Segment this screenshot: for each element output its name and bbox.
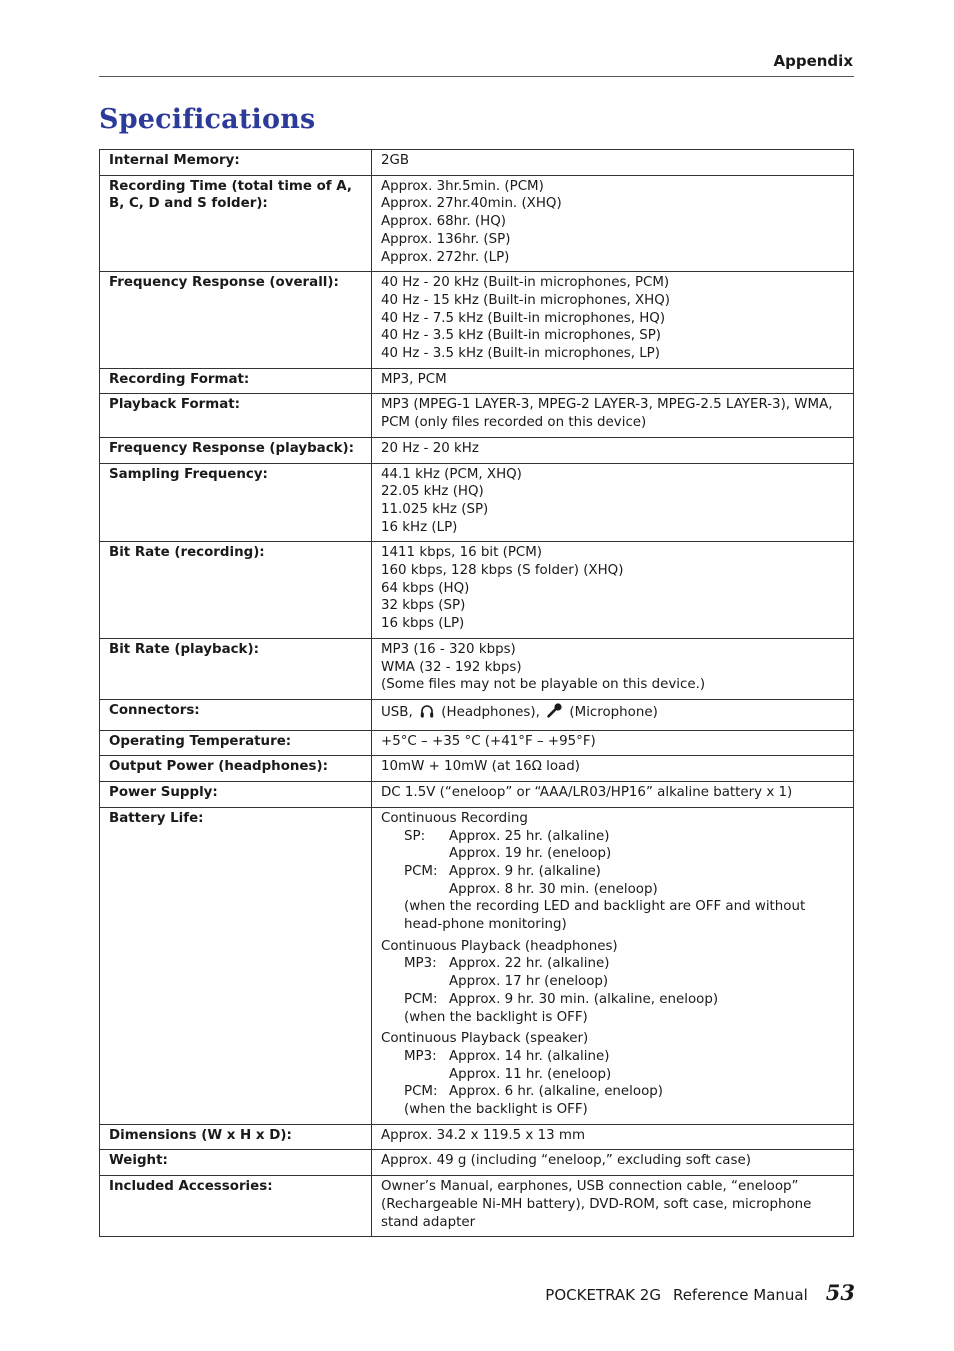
spec-value-line: 64 kbps (HQ) [381, 580, 470, 596]
spec-row [100, 542, 854, 639]
spec-value-line: +5°C – +35 °C (+41°F – +95°F) [381, 733, 596, 749]
spec-value-line: Approx. 27hr.40min. (XHQ) [381, 196, 562, 212]
battery-note: (when the recording LED and backlight are OFF and without head-phone monitoring) [404, 899, 806, 933]
spec-value [372, 1150, 854, 1176]
battery-duration: Approx. 14 hr. (alkaline) [449, 1048, 610, 1064]
spec-value-line: PCM (only files recorded on this device) [381, 415, 647, 431]
battery-mode-row [381, 845, 845, 863]
spec-row-connectors [100, 699, 854, 730]
spec-label: Connectors: [100, 699, 372, 730]
spec-value [372, 272, 854, 369]
spec-label: Bit Rate (recording): [100, 542, 372, 639]
page-title: Specifications [99, 104, 316, 135]
spec-label: Sampling Frequency: [100, 463, 372, 542]
spec-label: Frequency Response (playback): [100, 437, 372, 463]
spec-label: Included Accessories: [100, 1176, 372, 1237]
page-number: 53 [825, 1280, 855, 1305]
battery-mode [404, 881, 449, 899]
spec-label: Frequency Response (overall): [100, 272, 372, 369]
battery-mode: SP: [404, 828, 426, 844]
spec-value-text: Owner’s Manual, earphones, USB connection cable, “eneloop” (Rechargeable Ni-MH battery), DVD-ROM, soft case, microphone stand adapter [381, 1179, 812, 1230]
footer-product: POCKETRAK 2G [545, 1286, 661, 1304]
spec-label: Power Supply: [100, 782, 372, 808]
spec-value-line: 40 Hz - 20 kHz (Built-in microphones, PCM) [381, 275, 670, 291]
spec-row [100, 272, 854, 369]
battery-mode-row [381, 828, 845, 846]
battery-mode-row [381, 1048, 845, 1066]
spec-value [372, 368, 854, 394]
spec-row [100, 175, 854, 272]
spec-value [372, 150, 854, 176]
spec-value-line: 32 kbps (SP) [381, 598, 466, 614]
battery-mode-row [381, 991, 845, 1009]
microphone-icon [546, 702, 563, 725]
spec-row [100, 638, 854, 699]
spec-value-line: DC 1.5V (“eneloop” or “AAA/LR03/HP16” alkaline battery x 1) [381, 785, 793, 801]
page-footer [545, 1280, 855, 1305]
connector-headphones: (Headphones), [441, 704, 540, 720]
spec-row [100, 1176, 854, 1237]
battery-group-title: Continuous Recording [381, 810, 528, 826]
spec-value-line: 40 Hz - 15 kHz (Built-in microphones, XHQ) [381, 292, 670, 308]
spec-value [372, 175, 854, 272]
spec-value-line: 16 kHz (LP) [381, 519, 458, 535]
spec-value-line: 40 Hz - 7.5 kHz (Built-in microphones, HQ) [381, 310, 666, 326]
connector-microphone: (Microphone) [569, 704, 658, 720]
spec-value-line: 1411 kbps, 16 bit (PCM) [381, 545, 543, 561]
spec-value-line: 20 Hz - 20 kHz [381, 440, 479, 456]
battery-group [381, 938, 845, 1027]
spec-value-line: Approx. 136hr. (SP) [381, 231, 511, 247]
battery-mode-row [381, 955, 845, 973]
battery-mode [404, 845, 449, 863]
battery-mode-row [381, 1066, 845, 1084]
battery-duration: Approx. 17 hr (eneloop) [449, 974, 609, 990]
section-header: Appendix [773, 52, 853, 70]
battery-group-title: Continuous Playback (speaker) [381, 1031, 589, 1047]
battery-duration: Approx. 22 hr. (alkaline) [449, 956, 610, 972]
spec-row [100, 1150, 854, 1176]
spec-value-line: Approx. 272hr. (LP) [381, 249, 510, 265]
spec-label: Playback Format: [100, 394, 372, 437]
battery-note: (when the backlight is OFF) [404, 1102, 588, 1118]
spec-value-line: 40 Hz - 3.5 kHz (Built-in microphones, LP) [381, 346, 660, 362]
spec-label: Recording Time (total time of A, B, C, D and S folder): [100, 175, 372, 272]
battery-mode: MP3: [404, 956, 437, 972]
battery-mode-row [381, 881, 845, 899]
spec-value-line: MP3, PCM [381, 371, 447, 387]
battery-duration: Approx. 19 hr. (eneloop) [449, 846, 612, 862]
spec-label: Internal Memory: [100, 150, 372, 176]
battery-duration: Approx. 8 hr. 30 min. (eneloop) [449, 881, 658, 897]
spec-label: Bit Rate (playback): [100, 638, 372, 699]
spec-value [372, 730, 854, 756]
spec-value-line: 160 kbps, 128 kbps (S folder) (XHQ) [381, 563, 624, 579]
spec-value-line: 11.025 kHz (SP) [381, 501, 489, 517]
headphones-icon [419, 703, 435, 725]
spec-label: Battery Life: [100, 807, 372, 1124]
spec-value [372, 1176, 854, 1237]
spec-value [372, 782, 854, 808]
spec-value [372, 638, 854, 699]
spec-label: Output Power (headphones): [100, 756, 372, 782]
spec-value [372, 756, 854, 782]
battery-mode: PCM: [404, 991, 438, 1007]
spec-value [372, 699, 854, 730]
spec-value [372, 437, 854, 463]
spec-value-line: 44.1 kHz (PCM, XHQ) [381, 466, 522, 482]
spec-value-line: Approx. 68hr. (HQ) [381, 214, 506, 230]
battery-group-title: Continuous Playback (headphones) [381, 938, 618, 954]
battery-mode [404, 973, 449, 991]
footer-manual: Reference Manual [672, 1286, 808, 1304]
spec-value [372, 463, 854, 542]
spec-row [100, 463, 854, 542]
spec-label: Recording Format: [100, 368, 372, 394]
connector-usb: USB, [381, 704, 413, 720]
spec-value-line: Approx. 3hr.5min. (PCM) [381, 178, 544, 194]
battery-mode: PCM: [404, 863, 438, 879]
battery-duration: Approx. 9 hr. (alkaline) [449, 863, 601, 879]
battery-duration: Approx. 6 hr. (alkaline, eneloop) [449, 1084, 663, 1100]
spec-label: Weight: [100, 1150, 372, 1176]
spec-table-body [100, 150, 854, 1237]
battery-note: (when the backlight is OFF) [404, 1009, 588, 1025]
spec-value [372, 394, 854, 437]
battery-duration: Approx. 9 hr. 30 min. (alkaline, eneloop) [449, 991, 719, 1007]
spec-value-line: 40 Hz - 3.5 kHz (Built-in microphones, SP) [381, 328, 662, 344]
spec-row [100, 368, 854, 394]
spec-value [372, 542, 854, 639]
spec-value-line: MP3 (16 - 320 kbps) [381, 641, 516, 657]
spec-value-line: 2GB [381, 153, 410, 168]
spec-value-line: 22.05 kHz (HQ) [381, 484, 484, 500]
spec-value-line: Approx. 34.2 x 119.5 x 13 mm [381, 1127, 585, 1143]
spec-value-line: WMA (32 - 192 kbps) [381, 659, 522, 675]
spec-label: Dimensions (W x H x D): [100, 1124, 372, 1150]
spec-row [100, 150, 854, 176]
spec-row [100, 394, 854, 437]
spec-row [100, 437, 854, 463]
battery-mode-row [381, 863, 845, 881]
spec-value [372, 1124, 854, 1150]
spec-value [372, 807, 854, 1124]
spec-value-line: (Some files may not be playable on this device.) [381, 677, 706, 693]
spec-row-battery [100, 807, 854, 1124]
connectors-line [381, 702, 845, 725]
battery-group [381, 1030, 845, 1119]
battery-duration: Approx. 11 hr. (eneloop) [449, 1066, 612, 1082]
spec-value-line: 16 kbps (LP) [381, 616, 465, 632]
spec-value-line: 10mW + 10mW (at 16Ω load) [381, 759, 580, 775]
spec-row [100, 730, 854, 756]
battery-mode-row [381, 1083, 845, 1101]
spec-table [99, 149, 854, 1237]
spec-row [100, 1124, 854, 1150]
spec-value-line: MP3 (MPEG-1 LAYER-3, MPEG-2 LAYER-3, MPEG-2.5 LAYER-3), WMA, [381, 397, 833, 413]
spec-value-line: Approx. 49 g (including “eneloop,” excluding soft case) [381, 1153, 751, 1169]
spec-row [100, 782, 854, 808]
battery-mode: MP3: [404, 1048, 437, 1064]
battery-mode-row [381, 973, 845, 991]
battery-mode: PCM: [404, 1084, 438, 1100]
battery-group [381, 810, 845, 934]
spec-row [100, 756, 854, 782]
spec-label: Operating Temperature: [100, 730, 372, 756]
battery-duration: Approx. 25 hr. (alkaline) [449, 828, 610, 844]
header-rule [99, 76, 854, 77]
battery-mode [404, 1066, 449, 1084]
